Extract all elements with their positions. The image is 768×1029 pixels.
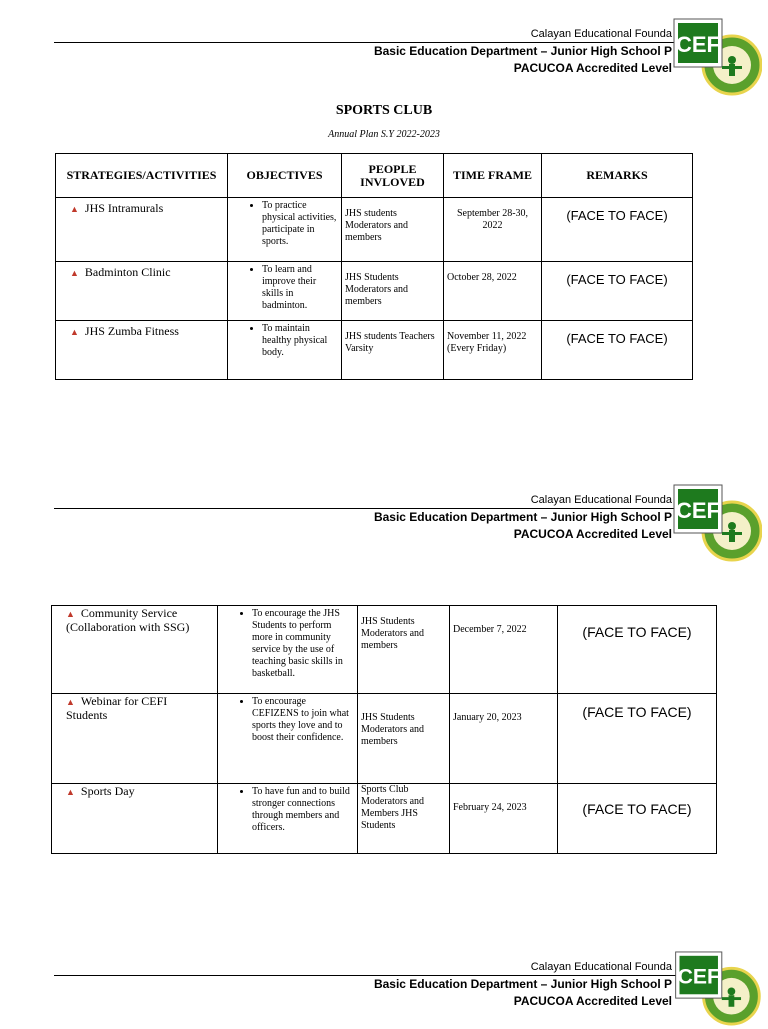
remarks-cell: (FACE TO FACE)	[542, 198, 693, 262]
table-row	[52, 694, 717, 784]
activity-text: JHS Intramurals	[84, 201, 164, 215]
objective-cell	[218, 784, 358, 854]
school-logo-icon	[672, 484, 762, 562]
objective-text: • To encourage the JHS Students to perform more in community service by the use of teaching basic skills in basketball.	[252, 608, 353, 680]
people-cell: JHS Students Moderators and members	[358, 606, 450, 694]
page-title: SPORTS CLUB	[335, 103, 433, 118]
logo-text: CEF	[677, 965, 720, 989]
logo-text: CEF	[676, 498, 720, 523]
col-header-activities: STRATEGIES/ACTIVITIES	[56, 154, 228, 198]
header-department: Basic Education Department – Junior High School P	[373, 510, 672, 524]
activity-cell	[56, 262, 228, 321]
header-accreditation: PACUCOA Accredited Level	[513, 61, 672, 75]
school-logo-icon	[672, 18, 762, 96]
header-foundation: Calayan Educational Founda	[530, 494, 672, 506]
people-cell: JHS students Moderators and members	[342, 198, 444, 262]
remarks-cell: (FACE TO FACE)	[558, 694, 717, 784]
school-logo-icon	[672, 951, 762, 1026]
objective-text: • To practice physical activities, participate in sports.	[262, 200, 337, 248]
col-header-objectives: OBJECTIVES	[228, 154, 342, 198]
objective-text: • To learn and improve their skills in badminton.	[262, 264, 337, 312]
col-header-time-frame: TIME FRAME	[444, 154, 542, 198]
col-header-remarks: REMARKS	[542, 154, 693, 198]
table-row	[52, 784, 717, 854]
time-frame-cell: February 24, 2023	[450, 784, 558, 854]
arrow-bullet-icon: ▲	[70, 204, 79, 214]
col-header-people: PEOPLE INVLOVED	[342, 154, 444, 198]
objective-text: • To maintain healthy physical body.	[262, 323, 337, 359]
activity-cell	[56, 198, 228, 262]
time-frame-cell: October 28, 2022	[444, 262, 542, 321]
arrow-bullet-icon: ▲	[70, 268, 79, 278]
arrow-bullet-icon: ▲	[66, 609, 75, 619]
arrow-bullet-icon: ▲	[70, 327, 79, 337]
header-foundation: Calayan Educational Founda	[530, 28, 672, 40]
people-cell: Sports Club Moderators and Members JHS Students	[358, 784, 450, 854]
header-accreditation: PACUCOA Accredited Level	[513, 994, 672, 1008]
activity-text: JHS Zumba Fitness	[84, 324, 179, 338]
table-row	[52, 606, 717, 694]
page-header	[0, 949, 768, 1029]
arrow-bullet-icon: ▲	[66, 787, 75, 797]
activity-text: Webinar for CEFI Students	[66, 694, 168, 722]
objective-cell	[228, 321, 342, 380]
people-cell: JHS Students Moderators and members	[342, 262, 444, 321]
header-accreditation: PACUCOA Accredited Level	[513, 527, 672, 541]
header-foundation: Calayan Educational Founda	[530, 961, 672, 973]
arrow-bullet-icon: ▲	[66, 697, 75, 707]
objective-cell	[228, 262, 342, 321]
time-frame-cell: November 11, 2022 (Every Friday)	[444, 321, 542, 380]
header-department: Basic Education Department – Junior High School P	[373, 977, 672, 991]
people-cell: JHS Students Moderators and members	[358, 694, 450, 784]
table-row	[56, 321, 693, 380]
activity-cell	[52, 694, 218, 784]
remarks-cell: (FACE TO FACE)	[542, 262, 693, 321]
objective-cell	[228, 198, 342, 262]
header-rule	[54, 42, 744, 43]
objective-cell	[218, 606, 358, 694]
header-rule	[54, 508, 744, 509]
people-cell: JHS students Teachers Varsity	[342, 321, 444, 380]
remarks-cell: (FACE TO FACE)	[542, 321, 693, 380]
activity-cell	[52, 784, 218, 854]
objective-cell	[218, 694, 358, 784]
time-frame-cell: December 7, 2022	[450, 606, 558, 694]
header-rule	[54, 975, 744, 976]
annual-plan-table-continued	[51, 605, 717, 854]
objective-text: • To encourage CEFIZENS to join what sports they love and to boost their confidence.	[252, 696, 353, 744]
table-header-row	[56, 154, 693, 198]
time-frame-cell: January 20, 2023	[450, 694, 558, 784]
table-row	[56, 198, 693, 262]
page-header	[0, 482, 768, 562]
remarks-cell: (FACE TO FACE)	[558, 606, 717, 694]
activity-cell	[56, 321, 228, 380]
activity-cell	[52, 606, 218, 694]
time-frame-cell: September 28-30, 2022	[444, 198, 542, 262]
remarks-cell: (FACE TO FACE)	[558, 784, 717, 854]
page-subtitle: Annual Plan S.Y 2022-2023	[328, 129, 440, 140]
page-header	[0, 16, 768, 96]
table-row	[56, 262, 693, 321]
annual-plan-table	[55, 153, 693, 380]
activity-text: Sports Day	[80, 784, 135, 798]
logo-text: CEF	[676, 32, 720, 57]
header-department: Basic Education Department – Junior High School P	[373, 44, 672, 58]
activity-text: Community Service (Collaboration with SSG)	[66, 606, 190, 634]
objective-text: • To have fun and to build stronger connections through members and officers.	[252, 786, 353, 834]
activity-text: Badminton Clinic	[84, 265, 171, 279]
